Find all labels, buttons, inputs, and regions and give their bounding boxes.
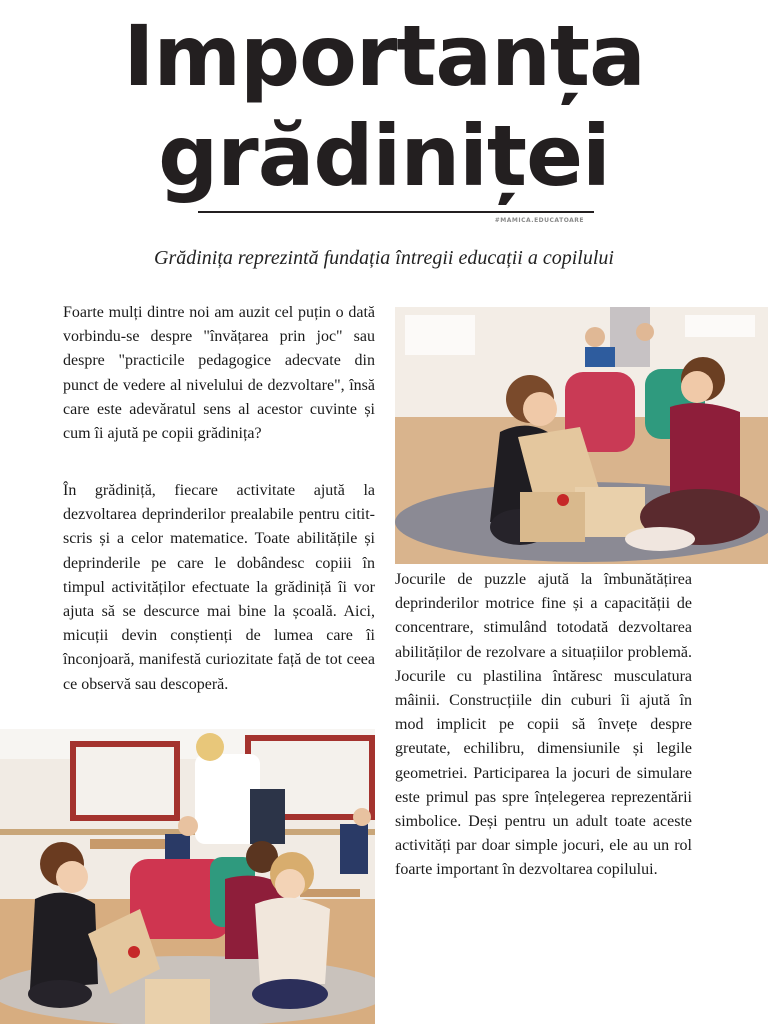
title-divider <box>198 211 594 213</box>
classroom-photo-teacher-children <box>0 729 375 1024</box>
paragraph-activities: În grădiniță, fiecare activitate ajută la dezvoltarea deprinderilor prealabile pentru citit-scris și a celor matematice. Toate abilitățile și deprinderile pe care le dobândesc copiii în timpul activităților efectuate la grădiniță îi vor ajuta să se descurce mai bine la școală. Aici, micuții devin conștienți de lumea care îi înconjoară, manifestă curiozitate față de tot ceea ce observă sau descoperă. <box>63 482 375 693</box>
author-tag: #MAMICA.EDUCATOARE <box>494 217 584 224</box>
paragraph-intro: Foarte mulți dintre noi am auzit cel puțin o dată vorbindu-se despre "învățarea prin joc" sau despre "practicile pedagogice adecvate din punct de vedere al nivelului de dezvoltare", însă care este adevăratul sens al acestor cuvinte și cum îi ajută pe copii grădinița? <box>63 304 375 443</box>
paragraph-games: Jocurile de puzzle ajută la îmbunătățirea deprinderilor motrice fine și a capacității de concentrare, stimulând totodată dezvoltarea abilităților de rezolvare a situațiilor problemă. Jocurile cu plastilina întăresc musculatura mâinii. Construcțiile din cuburi îi ajută în mod implicit pe copii să învețe despre greutate, echilibru, dimensiunile și legile geometriei. Participarea la jocuri de simulare este primul pas spre înțelegerea reprezentării simbolice. Deși pentru un adult toate aceste activități par doar simple jocuri, ele au un rol foarte important în dezvoltarea copilului. <box>395 571 692 879</box>
subtitle: Grădinița reprezintă fundația întregii educații a copilului <box>154 247 614 269</box>
title-line-1: Importanța <box>123 7 645 105</box>
classroom-photo-two-girls <box>395 307 768 564</box>
page-title <box>0 6 768 206</box>
title-line-2: grădiniței <box>158 107 610 205</box>
